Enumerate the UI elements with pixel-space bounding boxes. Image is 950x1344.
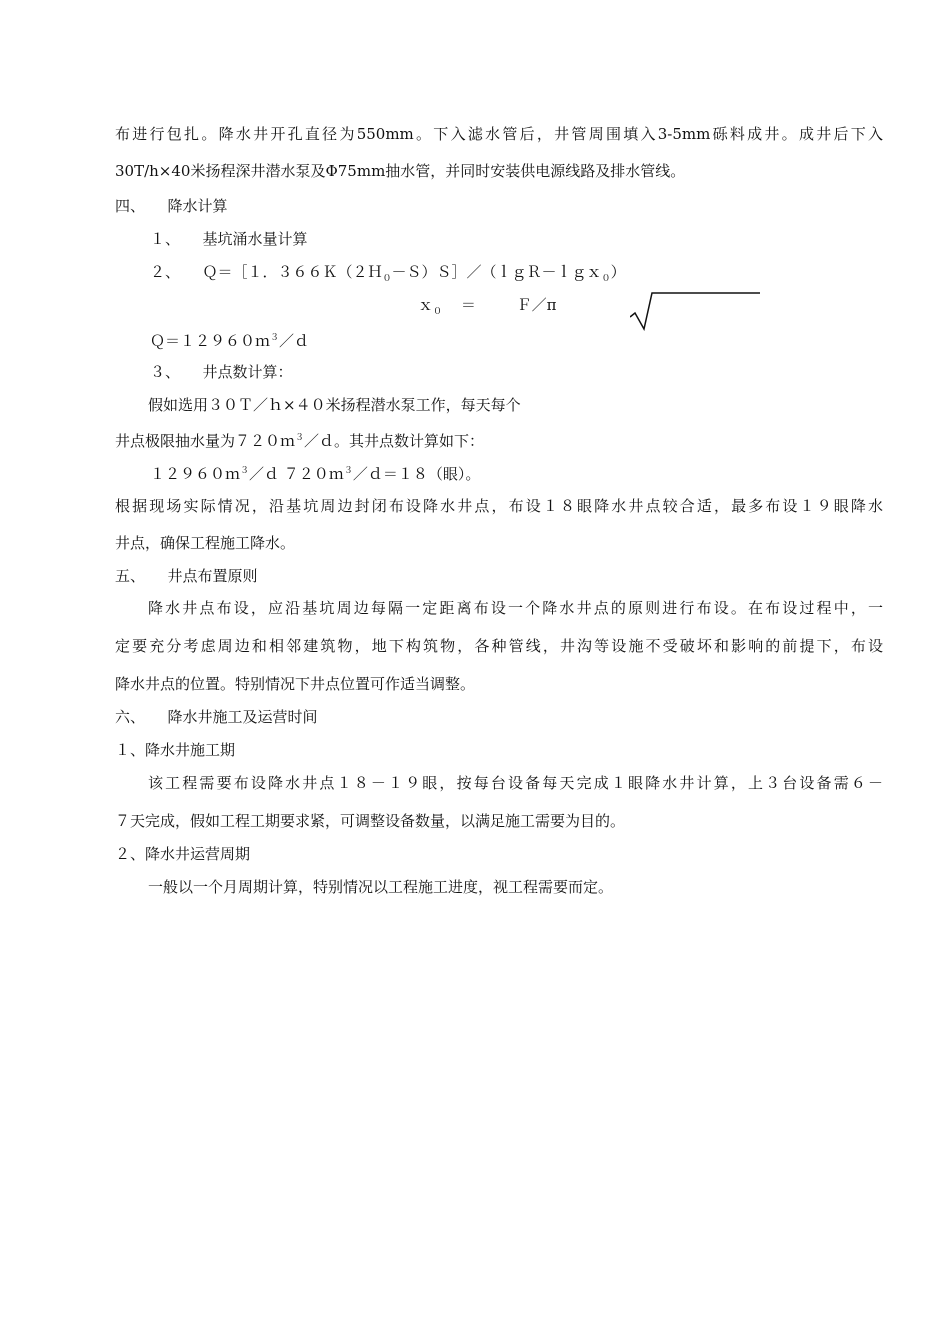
paragraph-line: 30T/h×40米扬程深井潜水泵及Φ75mm抽水管，并同时安装供电源线路及排水管线。 xyxy=(115,162,686,180)
subsection-heading: ２、降水井运营周期 xyxy=(115,845,251,863)
list-item: １、 基坑涌水量计算 xyxy=(150,230,308,248)
formula-line xyxy=(150,262,626,289)
superscript: ３ xyxy=(240,466,250,476)
section-heading: 六、 降水井施工及运营时间 xyxy=(115,708,318,726)
paragraph-line: 该工程需要布设降水井点１８－１９眼，按每台设备每天完成１眼降水井计算，上３台设备需６－ xyxy=(148,774,883,792)
x0-formula xyxy=(418,295,556,322)
text-span: 井点极限抽水量为７２０ｍ xyxy=(115,432,296,450)
subsection-heading: １、降水井施工期 xyxy=(115,741,236,759)
formula-text: ＝ xyxy=(460,296,476,314)
calculation-line xyxy=(150,461,480,484)
formula-text: ｘ xyxy=(418,296,434,314)
paragraph-line: 根据现场实际情况，沿基坑周边封闭布设降水井点，布设１８眼降水井点较合适，最多布设１９眼降水 xyxy=(115,497,883,515)
text-span: ／ｄ＝１８（眼）。 xyxy=(352,465,481,483)
formula-subscript: ０ xyxy=(601,274,611,284)
q-result xyxy=(150,328,309,351)
formula-subscript: ０ xyxy=(433,307,443,317)
text-span: ／ｄ ７２０ｍ xyxy=(249,465,344,483)
section-heading: 四、 降水计算 xyxy=(115,197,228,215)
paragraph-line: 一般以一个月周期计算，特别情况以工程施工进度，视工程需要而定。 xyxy=(148,878,614,896)
section-heading: 五、 井点布置原则 xyxy=(115,567,258,585)
formula-superscript: ３ xyxy=(270,333,280,343)
square-root-symbol xyxy=(630,291,762,331)
paragraph-line: 布进行包扎。降水井开孔直径为550mm。下入滤水管后，井管周围填入3-5mm砾料成井。成井后下入 xyxy=(115,125,883,143)
formula-text: －Ｓ）Ｓ］／（ｌｇＲ－ｌｇｘ xyxy=(391,263,602,281)
formula-text: Ｆ／π xyxy=(516,296,557,314)
formula-text: ／ｄ xyxy=(279,332,310,350)
list-item: ３、 井点数计算： xyxy=(150,363,293,381)
paragraph-line: 井点，确保工程施工降水。 xyxy=(115,534,296,552)
formula-subscript: ０ xyxy=(382,274,392,284)
paragraph-line: 降水井点的位置。特别情况下井点位置可作适当调整。 xyxy=(115,675,476,693)
formula-text: ２、 Ｑ＝［１．３６６Ｋ（２Ｈ xyxy=(150,263,383,281)
paragraph-line: 定要充分考虑周边和相邻建筑物，地下构筑物，各种管线，井沟等设施不受破坏和影响的前提下，布设 xyxy=(115,637,883,655)
superscript: ３ xyxy=(295,433,305,443)
paragraph-line: 假如选用３０Ｔ／ｈ×４０米扬程潜水泵工作，每天每个 xyxy=(148,396,521,414)
text-span: ／ｄ。其井点数计算如下： xyxy=(304,432,485,450)
superscript: ３ xyxy=(343,466,353,476)
paragraph-line xyxy=(115,428,484,451)
paragraph-line: ７天完成，假如工程工期要求紧，可调整设备数量，以满足施工需要为目的。 xyxy=(115,812,626,830)
formula-text: ） xyxy=(610,263,626,281)
formula-text: Ｑ＝１２９６０ｍ xyxy=(150,332,271,350)
paragraph-line: 降水井点布设，应沿基坑周边每隔一定距离布设一个降水井点的原则进行布设。在布设过程中，一 xyxy=(148,599,883,617)
text-span: １２９６０ｍ xyxy=(150,465,241,483)
